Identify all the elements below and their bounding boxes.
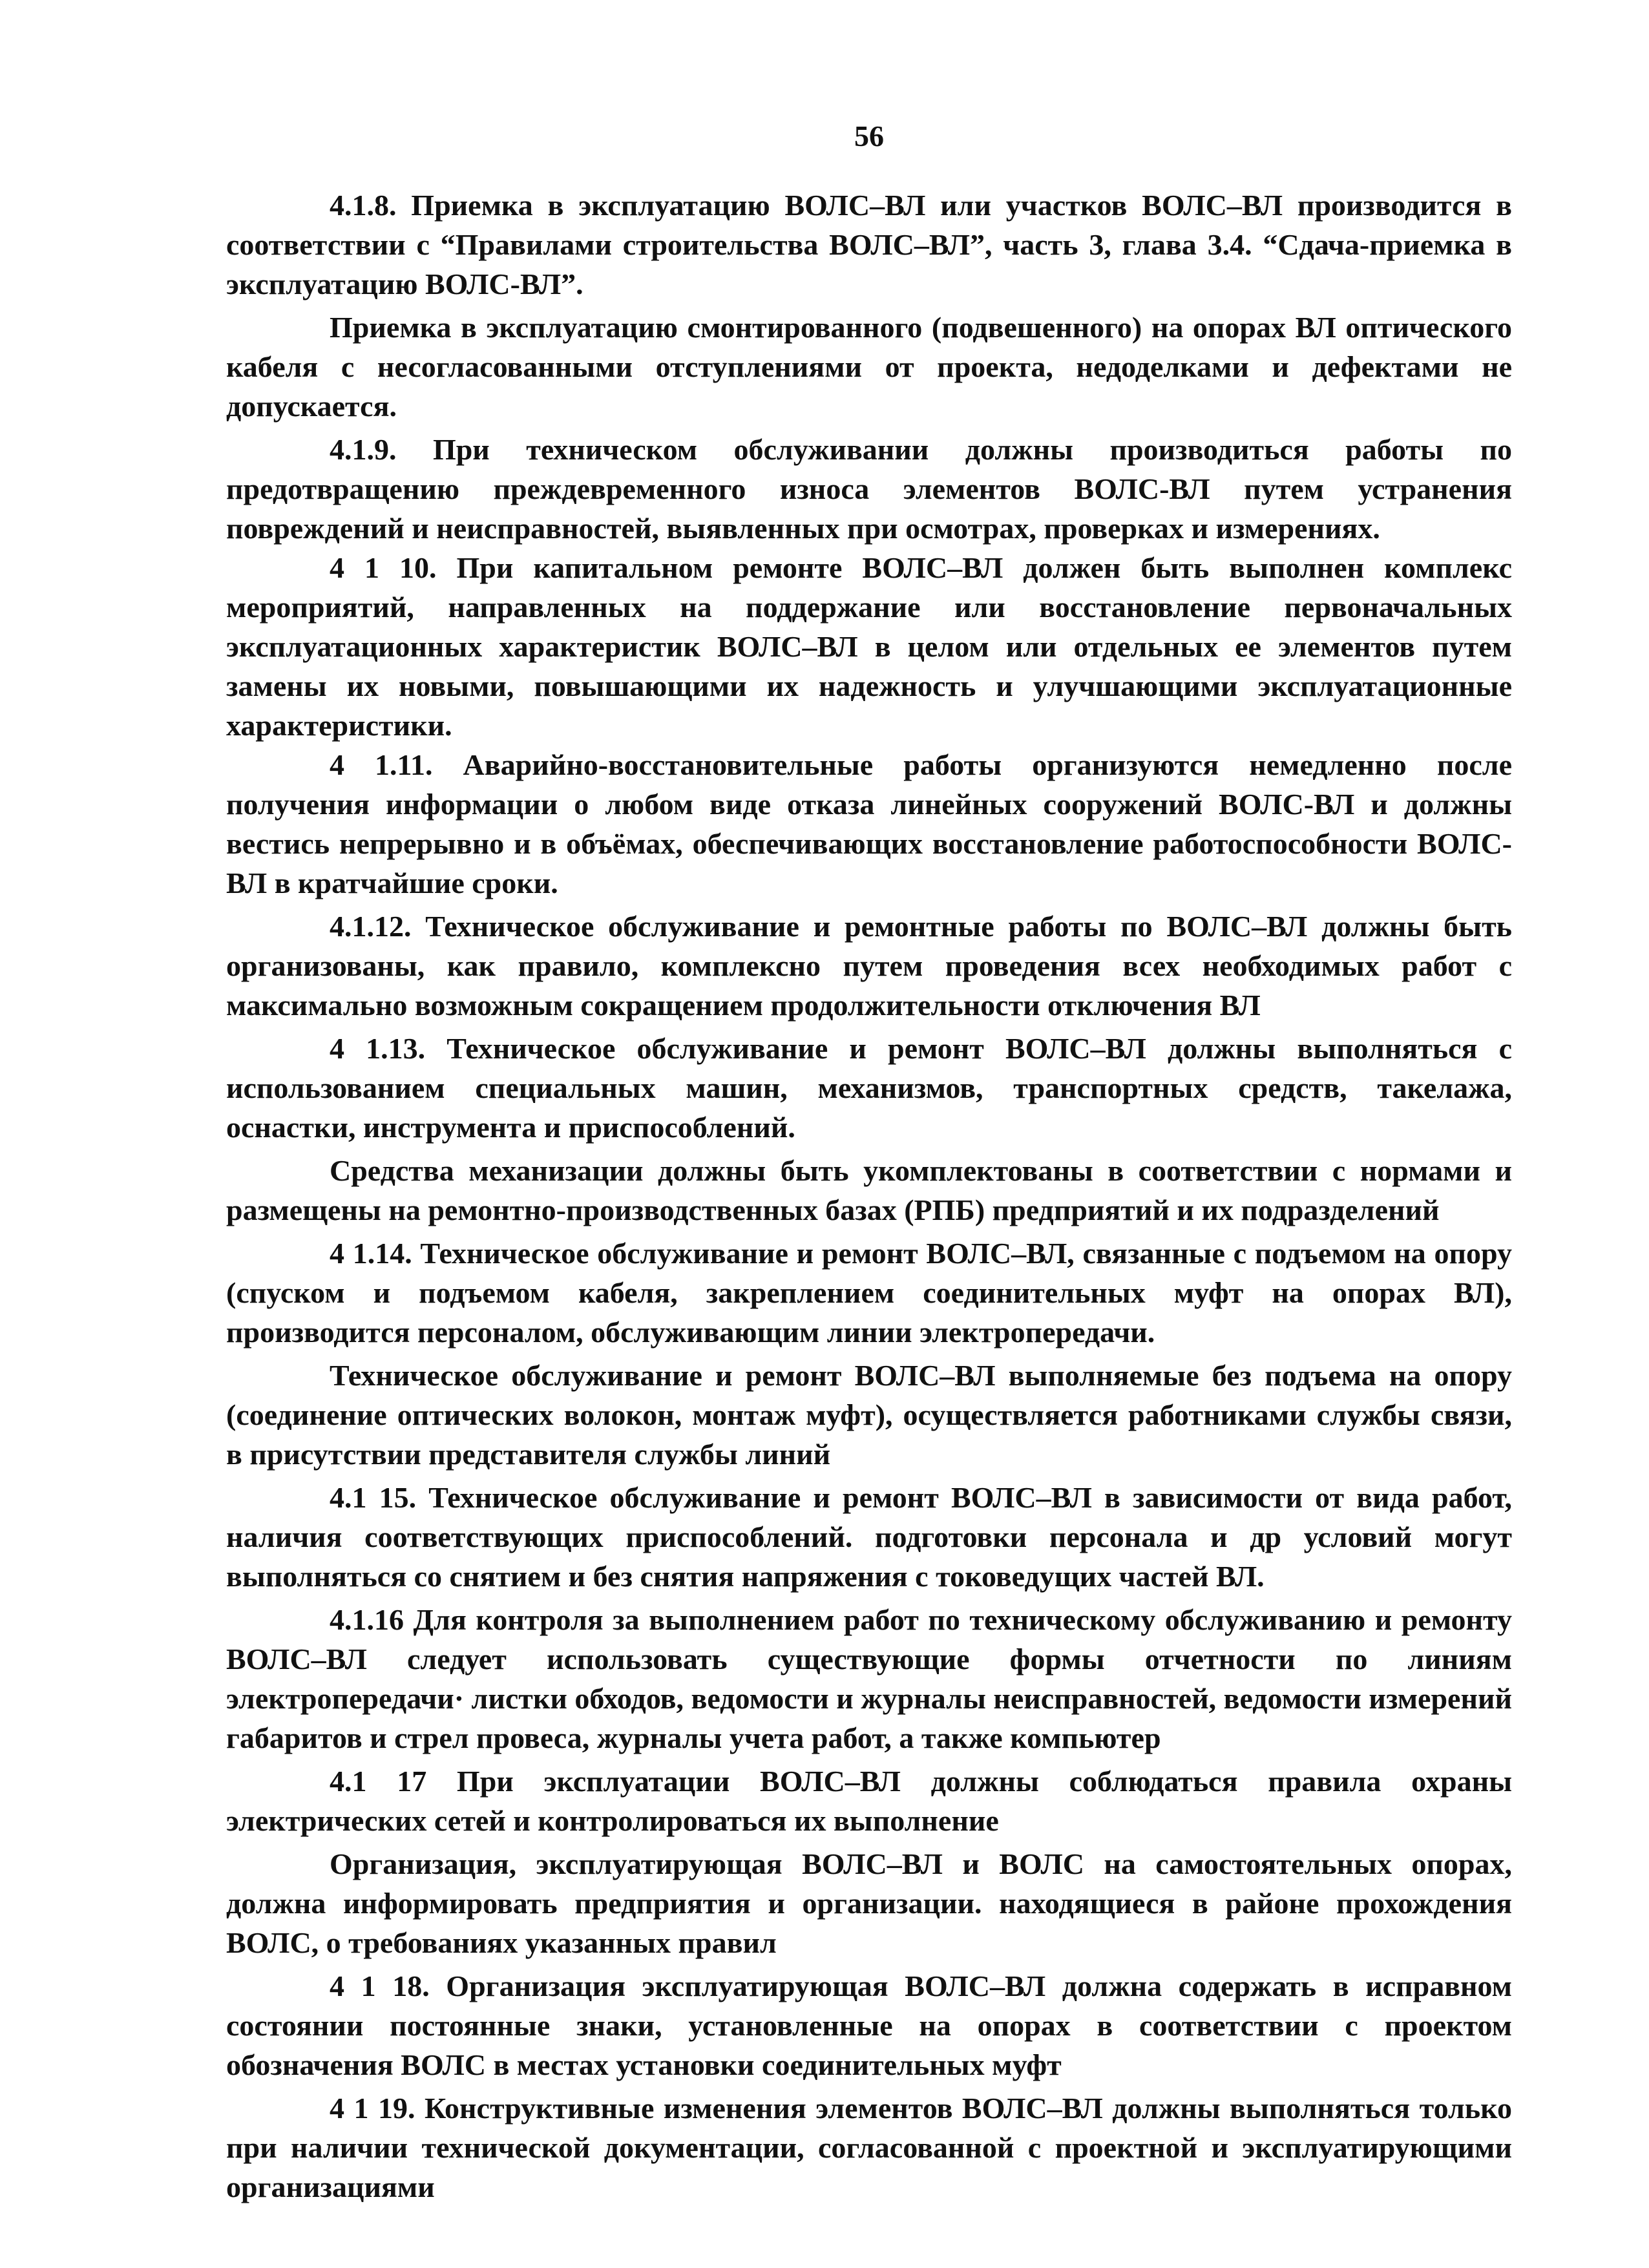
paragraph-4-1-18: 4 1 18. Организация эксплуатирующая ВОЛС–ВЛ должна содержать в исправном состоянии постоянные знаки, установленные на опорах в соответствии с проектом обозначения ВОЛС в местах установки соединительных муфт <box>226 1969 1512 2081</box>
paragraph-operating-organization: Организация, эксплуатирующая ВОЛС–ВЛ и ВОЛС на самостоятельных опорах, должна информировать предприятия и организации. находящиеся в районе прохождения ВОЛС, о требованиях указанных правил <box>226 1847 1512 1959</box>
paragraph-4-1-8: 4.1.8. Приемка в эксплуатацию ВОЛС–ВЛ или участков ВОЛС–ВЛ производится в соответствии с “Правилами строительства ВОЛС–ВЛ”, часть 3, глава 3.4. “Сдача-приемка в эксплуатацию ВОЛС-ВЛ”. <box>226 189 1512 300</box>
paragraph-4-1-17: 4.1 17 При эксплуатации ВОЛС–ВЛ должны соблюдаться правила охраны электрических сетей и контролироваться их выполнение <box>226 1765 1512 1837</box>
paragraph-4-1-14: 4 1.14. Техническое обслуживание и ремонт ВОЛС–ВЛ, связанные с подъемом на опору (спуском и подъемом кабеля, закреплением соединительных муфт на опорах ВЛ), производится персоналом, обслуживающим линии электропередачи. <box>226 1237 1512 1349</box>
paragraph-4-1-15: 4.1 15. Техническое обслуживание и ремонт ВОЛС–ВЛ в зависимости от вида работ, наличия соответствующих приспособлений. подготовки персонала и др условий могут выполняться со снятием и без снятия напряжения с токоведущих частей ВЛ. <box>226 1481 1512 1593</box>
paragraph-4-1-13: 4 1.13. Техническое обслуживание и ремонт ВОЛС–ВЛ должны выполняться с использованием специальных машин, механизмов, транспортных средств, такелажа, оснастки, инструмента и приспособлений. <box>226 1032 1512 1144</box>
paragraph-4-1-19: 4 1 19. Конструктивные изменения элементов ВОЛС–ВЛ должны выполняться только при наличии технической документации, согласованной с проектной и эксплуатирующими организациями <box>226 2092 1512 2203</box>
document-page <box>226 116 1512 2207</box>
paragraph-acceptance-defects: Приемка в эксплуатацию смонтированного (подвешенного) на опорах ВЛ оптического кабеля с несогласованными отступлениями от проекта, недоделками и дефектами не допускается. <box>226 311 1512 423</box>
paragraph-4-1-9: 4.1.9. При техническом обслуживании должны производиться работы по предотвращению преждевременного износа элементов ВОЛС-ВЛ путем устранения повреждений и неисправностей, выявленных при осмотрах, проверках и измерениях. <box>226 433 1512 545</box>
paragraph-4-1-12: 4.1.12. Техническое обслуживание и ремонтные работы по ВОЛС–ВЛ должны быть организованы, как правило, комплексно путем проведения всех необходимых работ с максимально возможным сокращением продолжительности отключения ВЛ <box>226 910 1512 1022</box>
page-number: 56 <box>854 120 884 152</box>
paragraph-4-1-10: 4 1 10. При капитальном ремонте ВОЛС–ВЛ должен быть выполнен комплекс мероприятий, направленных на поддержание или восстановление первоначальных эксплуатационных характеристик ВОЛС–ВЛ в целом или отдельных ее элементов путем замены их новыми, повышающими их надежность и улучшающими эксплуатационные характеристики. <box>226 551 1512 742</box>
paragraph-4-1-16: 4.1.16 Для контроля за выполнением работ по техническому обслуживанию и ремонту ВОЛС–ВЛ следует использовать существующие формы отчетности по линиям электропередачи· листки обходов, ведомости и журналы неисправностей, ведомости измерений габаритов и стрел провеса, журналы учета работ, а также компьютер <box>226 1603 1512 1754</box>
paragraph-4-1-11: 4 1.11. Аварийно-восстановительные работы организуются немедленно после получения информации о любом виде отказа линейных сооружений ВОЛС-ВЛ и должны вестись непрерывно и в объёмах, обеспечивающих восстановление работоспособности ВОЛС-ВЛ в кратчайшие сроки. <box>226 748 1512 899</box>
paragraph-mechanization: Средства механизации должны быть укомплектованы в соответствии с нормами и размещены на ремонтно-производственных базах (РПБ) предприятий и их подразделений <box>226 1154 1512 1226</box>
paragraph-maintenance-without-lift: Техническое обслуживание и ремонт ВОЛС–ВЛ выполняемые без подъема на опору (соединение оптических волокон, монтаж муфт), осуществляется работниками службы связи, в присутствии представителя службы линий <box>226 1359 1512 1471</box>
